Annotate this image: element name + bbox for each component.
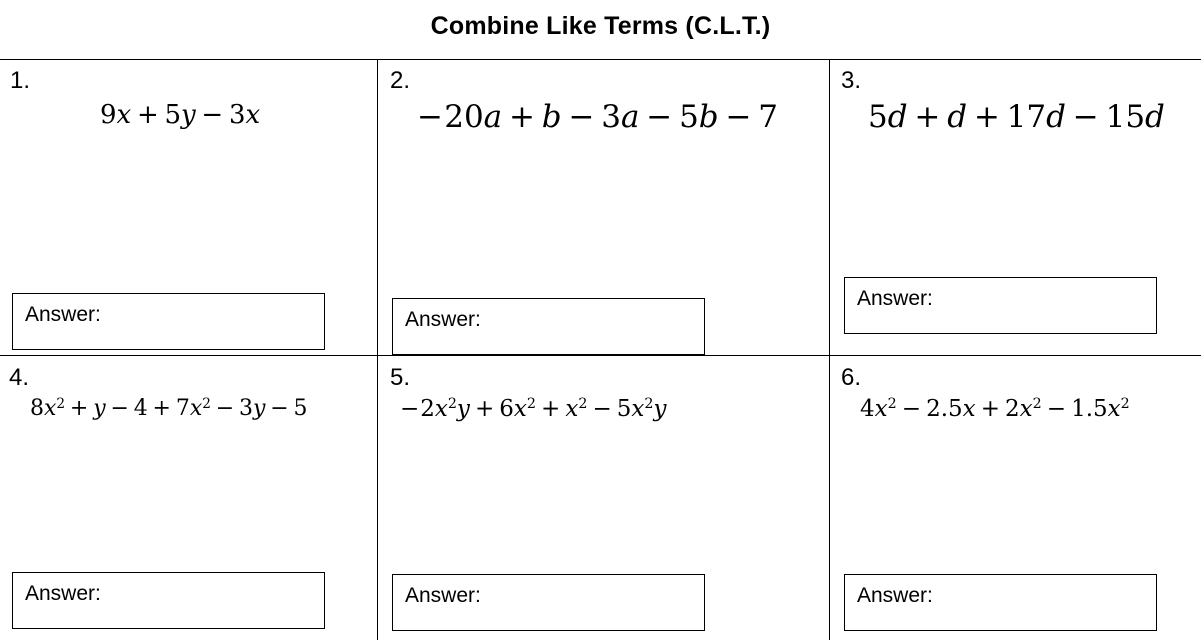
problem-number: 5.	[390, 364, 411, 391]
answer-box[interactable]	[392, 298, 705, 355]
worksheet-title: Combine Like Terms (C.L.T.)	[430, 12, 771, 40]
grid-line-right	[829, 59, 830, 640]
answer-box[interactable]	[844, 277, 1157, 334]
answer-label: Answer:	[25, 303, 101, 326]
grid-line-middle	[0, 355, 1201, 356]
answer-label: Answer:	[405, 308, 481, 331]
problem-expression: 9x + 5y − 3x	[100, 100, 261, 130]
grid-line-top	[0, 59, 1201, 60]
answer-label: Answer:	[857, 287, 933, 310]
problem-number: 3.	[841, 67, 862, 94]
problem-number: 1.	[10, 67, 31, 94]
problem-expression: −20a + b − 3a − 5b − 7	[417, 99, 778, 135]
problem-expression: $8x^2 + y - 4 + 7x^2 - 3y - 5$	[30, 395, 308, 421]
answer-box[interactable]	[12, 572, 325, 629]
problem-number: 4.	[9, 364, 30, 391]
answer-box[interactable]	[12, 293, 325, 350]
answer-label: Answer:	[25, 582, 101, 605]
problem-expression: 5d + d + 17d − 15d	[868, 99, 1165, 135]
problem-expression: $-2x^2y + 6x^2 + x^2 - 5x^2y$	[400, 396, 667, 422]
problem-number: 2.	[390, 67, 411, 94]
answer-label: Answer:	[405, 584, 481, 607]
answer-label: Answer:	[857, 584, 933, 607]
answer-box[interactable]	[392, 574, 705, 631]
problem-number: 6.	[841, 364, 862, 391]
grid-line-left	[377, 59, 378, 640]
problem-expression: $4x^2 - 2.5x + 2x^2 - 1.5x^2$	[860, 396, 1130, 422]
answer-box[interactable]	[844, 574, 1157, 631]
